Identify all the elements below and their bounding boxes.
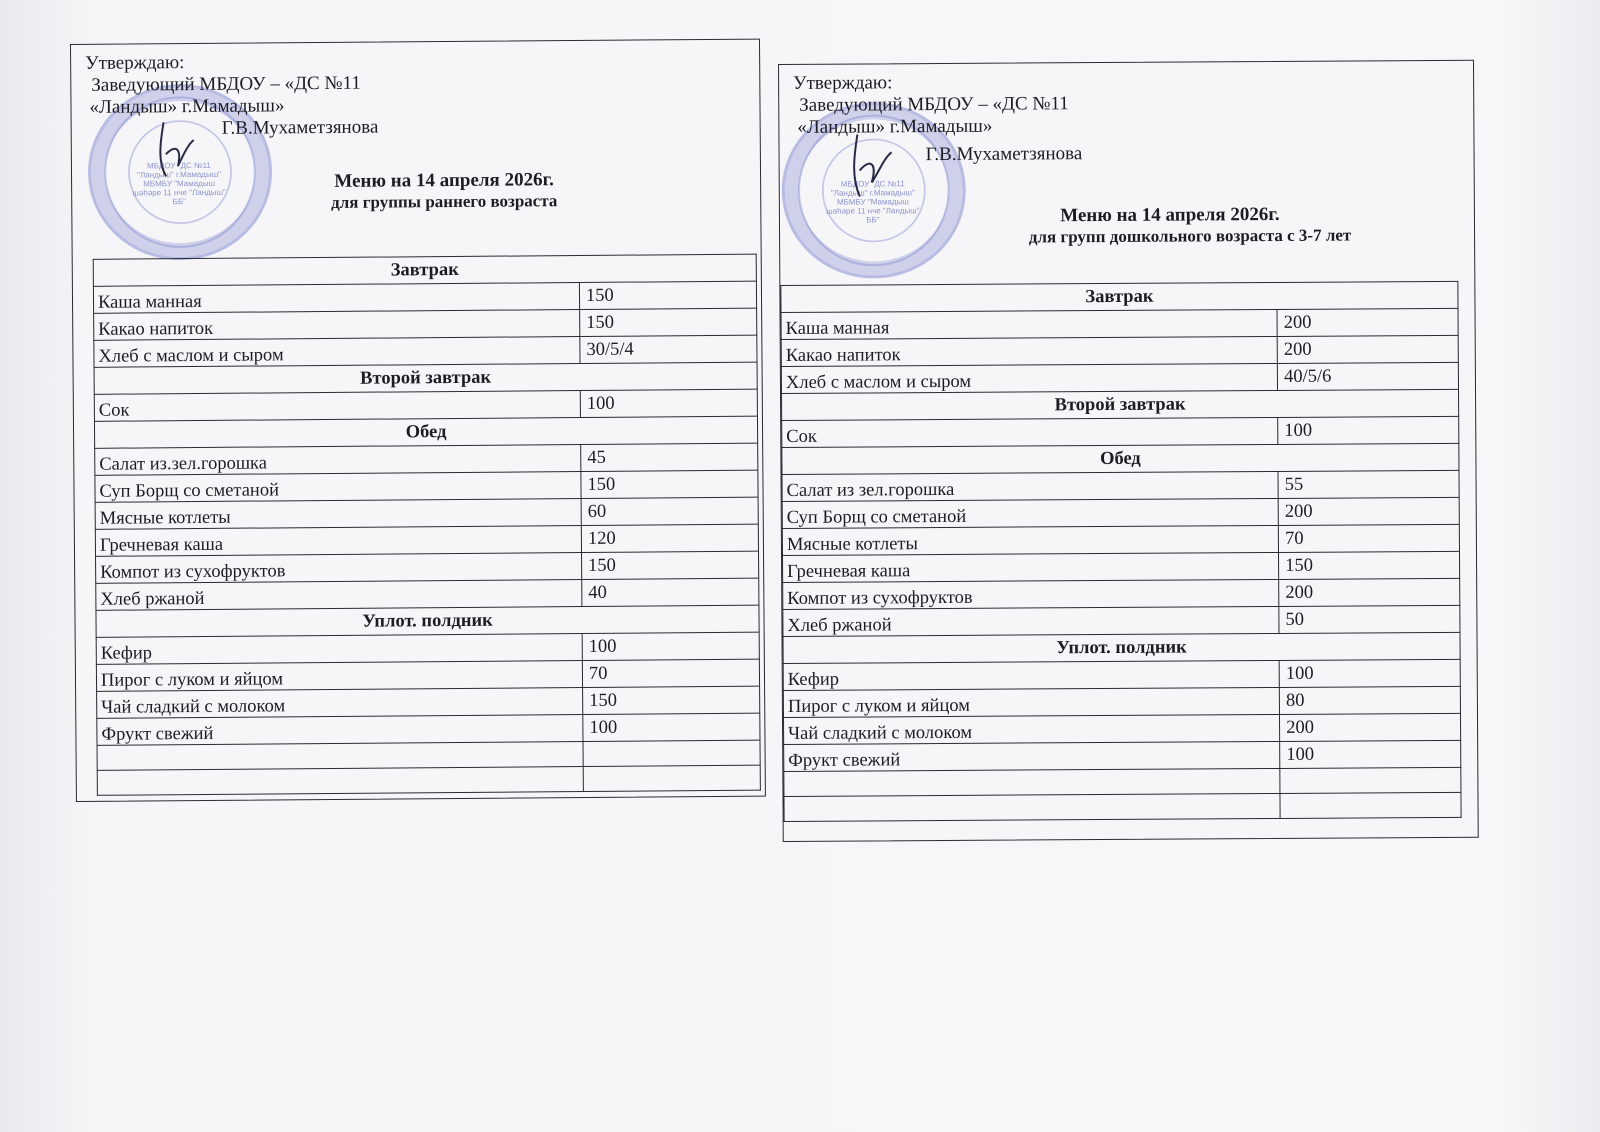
meal-section-title: Завтрак (93, 254, 756, 286)
dish-portion: 200 (1280, 713, 1461, 741)
meal-section-title: Обед (782, 443, 1459, 474)
dish-name: Мясные котлеты (95, 498, 581, 529)
approval-institution: «Ландыш» г.Мамадыш» (89, 95, 285, 118)
dish-name: Суп Борщ со сметаной (782, 498, 1278, 528)
table-row (783, 578, 1460, 609)
dish-name: Гречневая каша (95, 525, 581, 556)
table-row (782, 416, 1459, 447)
dish-portion: 100 (1279, 659, 1460, 687)
empty-cell (784, 768, 1280, 796)
dish-name: Салат из зел.горошка (782, 471, 1278, 501)
empty-cell (1280, 767, 1461, 793)
menu-title (980, 203, 1360, 247)
empty-row (97, 765, 760, 795)
dish-name: Какао напиток (781, 336, 1277, 366)
meal-section-title: Уплот. полдник (783, 632, 1460, 663)
dish-portion: 70 (1278, 524, 1459, 552)
approval-block (85, 51, 378, 141)
menu-title (294, 169, 594, 213)
table-row (783, 659, 1460, 690)
empty-cell (583, 740, 760, 766)
dish-name: Кефир (783, 660, 1279, 690)
dish-name: Хлеб ржаной (96, 579, 582, 610)
menu-date-title: Меню на 14 апреля 2026г. (1060, 203, 1280, 227)
meal-section-row (782, 389, 1459, 420)
menu-card-early-age (70, 39, 766, 802)
table-row (782, 470, 1459, 501)
empty-cell (97, 741, 583, 770)
dish-name: Компот из сухофруктов (96, 552, 582, 583)
meal-section-title: Второй завтрак (782, 389, 1459, 420)
dish-name: Пирог с луком и яйцом (783, 687, 1279, 717)
dish-portion: 150 (583, 686, 760, 714)
dish-portion: 100 (583, 713, 760, 741)
empty-cell (583, 765, 760, 791)
dish-portion: 200 (1277, 335, 1458, 363)
dish-name: Какао напиток (94, 310, 580, 341)
stamp-text: МБДОУ "ДС №11 "Ландыш" г.Мамадыш" МБМБУ "Мамадыш шәһәре 11 нче "Ландыш" ББ" (132, 160, 226, 207)
dish-portion: 150 (579, 281, 756, 309)
dish-name: Мясные котлеты (782, 525, 1278, 555)
dish-portion: 100 (1278, 416, 1459, 444)
table-row (782, 524, 1459, 555)
meal-section-row (782, 443, 1459, 474)
meal-section-row (783, 632, 1460, 663)
table-row (781, 335, 1458, 366)
dish-portion: 200 (1279, 578, 1460, 606)
dish-name: Чай сладкий с молоком (97, 687, 583, 718)
approval-signer: Г.В.Мухаметзянова (925, 143, 1083, 166)
dish-name: Гречневая каша (783, 552, 1279, 582)
table-row (783, 713, 1460, 744)
dish-portion: 120 (581, 524, 758, 552)
dish-name: Суп Борщ со сметаной (95, 472, 581, 503)
dish-portion: 70 (582, 659, 759, 687)
meal-section-title: Обед (94, 416, 757, 448)
dish-portion: 150 (582, 551, 759, 579)
approval-position: Заведующий МБДОУ – «ДС №11 (91, 72, 361, 96)
dish-portion: 80 (1279, 686, 1460, 714)
dish-portion: 150 (1279, 551, 1460, 579)
dish-name: Кефир (96, 633, 582, 664)
menu-group-subtitle: для группы раннего возраста (331, 191, 558, 212)
empty-cell (1280, 792, 1461, 818)
dish-name: Каша манная (93, 283, 579, 314)
dish-name: Салат из.зел.горошка (95, 445, 581, 476)
table-row (783, 686, 1460, 717)
dish-name: Хлеб с маслом и сыром (94, 337, 580, 368)
dish-portion: 40/5/6 (1277, 362, 1458, 390)
dish-portion: 100 (580, 389, 757, 417)
meal-section-title: Завтрак (781, 281, 1458, 312)
menu-table (93, 254, 761, 796)
dish-name: Чай сладкий с молоком (783, 714, 1279, 744)
empty-cell (97, 766, 583, 795)
dish-name: Хлеб с маслом и сыром (781, 363, 1277, 393)
dish-portion: 200 (1277, 308, 1458, 336)
dish-portion: 100 (582, 632, 759, 660)
dish-name: Фрукт свежий (784, 741, 1280, 771)
menu-group-subtitle: для групп дошкольного возраста с 3-7 лет (1028, 225, 1352, 247)
dish-name: Сок (94, 391, 580, 422)
stamp-text: МБДОУ "ДС №11 "Ландыш" г.Мамадыш" МБМБУ "Мамадыш шәһәре 11 нче "Ландыш" ББ" (826, 179, 920, 225)
dish-name: Компот из сухофруктов (783, 579, 1279, 609)
dish-portion: 50 (1279, 605, 1460, 633)
approval-signer: Г.В.Мухаметзянова (221, 116, 379, 139)
meal-section-title: Уплот. полдник (96, 605, 759, 637)
dish-name: Фрукт свежий (97, 714, 583, 745)
table-row (782, 497, 1459, 528)
approval-heading: Утверждаю: (793, 72, 893, 94)
table-row (781, 308, 1458, 339)
dish-portion: 55 (1278, 470, 1459, 498)
dish-portion: 200 (1278, 497, 1459, 525)
table-row (783, 605, 1460, 636)
empty-row (784, 792, 1461, 821)
approval-heading: Утверждаю: (85, 52, 185, 74)
dish-portion: 150 (580, 308, 757, 336)
approval-position: Заведующий МБДОУ – «ДС №11 (799, 93, 1069, 116)
dish-name: Сок (782, 417, 1278, 447)
table-row (783, 551, 1460, 582)
menu-date-title: Меню на 14 апреля 2026г. (334, 169, 554, 192)
meal-section-row (781, 281, 1458, 312)
empty-cell (784, 793, 1280, 821)
table-row (781, 362, 1458, 393)
dish-name: Хлеб ржаной (783, 606, 1279, 636)
dish-portion: 60 (581, 497, 758, 525)
dish-portion: 40 (582, 578, 759, 606)
table-row (784, 740, 1461, 771)
meal-section-title: Второй завтрак (94, 362, 757, 394)
dish-name: Пирог с луком и яйцом (96, 660, 582, 691)
dish-portion: 30/5/4 (580, 335, 757, 363)
dish-name: Каша манная (781, 309, 1277, 339)
dish-portion: 100 (1280, 740, 1461, 768)
approval-block (793, 71, 1082, 167)
approval-institution: «Ландыш» г.Мамадыш» (797, 115, 993, 138)
dish-portion: 150 (581, 470, 758, 498)
menu-card-preschool (778, 60, 1479, 842)
menu-table (780, 281, 1461, 822)
dish-portion: 45 (581, 443, 758, 471)
